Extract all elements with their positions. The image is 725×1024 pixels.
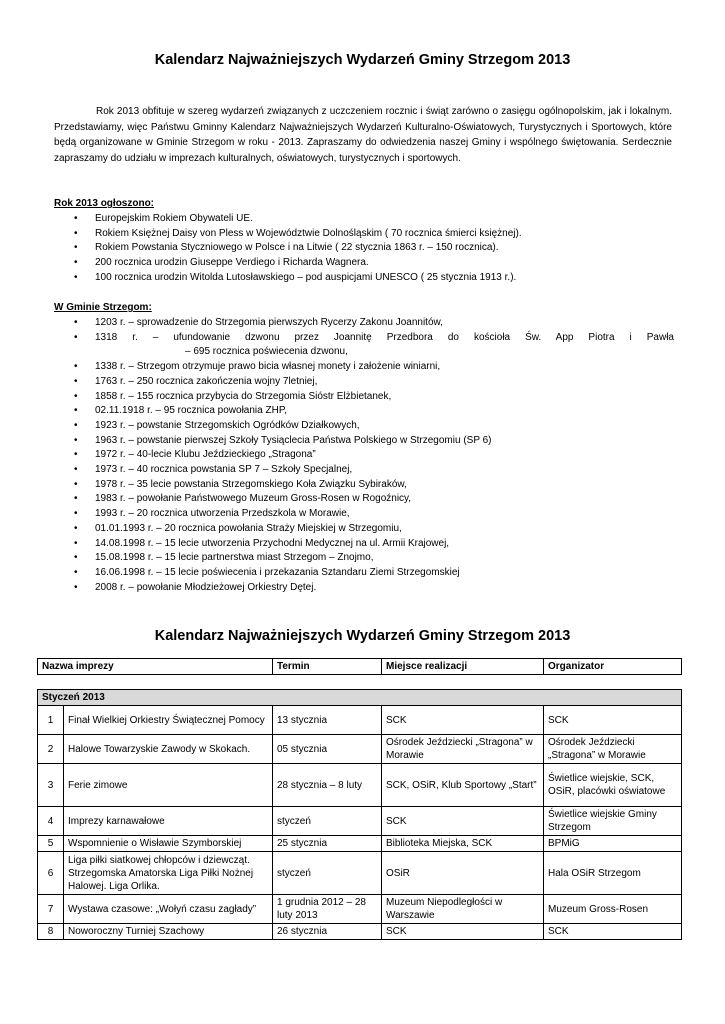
event-date: 13 stycznia [273,706,382,735]
section-heading-year-2013: Rok 2013 ogłoszono: [54,198,155,209]
list-item [54,331,674,360]
event-place: SCK, OSiR, Klub Sportowy „Start” [382,764,544,807]
intro-text: Rok 2013 obfituje w szereg wydarzeń związanych z uczczeniem rocznic i świąt zarówno o zasięgu ogólnopolskim, jak i lokalnym. Przedstawiamy, więc Państwu Gminny Kalendarz Najważniejszych Wydarzeń Kulturalno-Oświatowych, Turystycznych i Sportowych, które będą organizowane w Gminie Strzegom w roku - 2013. Zapraszamy do odwiedzenia naszej Gminy i wspólnego świętowania. Serdecznie zapraszamy do udziału w imprezach kulturalnych, oświatowych, turystycznych i sportowych. [54,106,672,164]
list-item: • 1993 r. – 20 rocznica utworzenia Przedszkola w Morawie, [54,507,674,522]
event-date: styczeń [273,852,382,895]
event-organizer: Świetlice wiejskie Gminy Strzegom [544,807,682,836]
event-organizer: Ośrodek Jeździecki „Stragona” w Morawie [544,735,682,764]
list-item: • 02.11.1918 r. – 95 rocznica powołania ZHP, [54,404,674,419]
table-row [38,895,682,924]
page-title: Kalendarz Najważniejszych Wydarzeń Gminy Strzegom 2013 [154,52,571,68]
event-place: SCK [382,706,544,735]
event-organizer: SCK [544,706,682,735]
event-date: 1 grudnia 2012 – 28 luty 2013 [273,895,382,924]
row-number: 5 [38,836,64,852]
event-name: Noworoczny Turniej Szachowy [64,924,273,940]
list-item: • Europejskim Rokiem Obywateli UE. [54,212,674,227]
row-number: 4 [38,807,64,836]
list-item: • 14.08.1998 r. – 15 lecie utworzenia Przychodni Medycznej na ul. Armii Krajowej, [54,537,674,552]
event-organizer: SCK [544,924,682,940]
row-number: 8 [38,924,64,940]
event-place: Biblioteka Miejska, SCK [382,836,544,852]
list-item: • 15.08.1998 r. – 15 lecie partnerstwa miast Strzegom – Znojmo, [54,551,674,566]
list-item: • 1203 r. – sprowadzenie do Strzegomia pierwszych Rycerzy Zakonu Joannitów, [54,316,674,331]
list-item: • 1963 r. – powstanie pierwszej Szkoły Tysiąclecia Państwa Polskiego w Strzegomiu (SP 6) [54,434,674,449]
event-place: Muzeum Niepodległości w Warszawie [382,895,544,924]
table-row [38,706,682,735]
event-place: OSiR [382,852,544,895]
list-item-line1: 1318 r. – ufundowanie dzwonu przez Joannitę Przedbora do kościoła Św. App Piotra i Pawła [95,331,674,343]
event-date: 05 stycznia [273,735,382,764]
gmina-events-list [54,316,674,595]
row-number: 3 [38,764,64,807]
list-item: • 100 rocznica urodzin Witolda Lutosławskiego – pod auspicjami UNESCO ( 25 stycznia 1913 r.). [54,271,674,286]
event-organizer: BPMiG [544,836,682,852]
event-date: 28 stycznia – 8 luty [273,764,382,807]
calendar-events-table [37,689,682,940]
event-date: 26 stycznia [273,924,382,940]
header-row [38,659,682,675]
list-item: • 1763 r. – 250 rocznica zakończenia wojny 7letniej, [54,375,674,390]
month-heading: Styczeń 2013 [38,690,682,706]
column-header-place: Miejsce realizacji [382,659,544,675]
event-organizer: Hala OSiR Strzegom [544,852,682,895]
event-name: Ferie zimowe [64,764,273,807]
calendar-header-table [37,658,682,675]
list-item-line2: – 695 rocznica poświecenia dzwonu, [185,346,348,358]
list-item: • 2008 r. – powołanie Młodzieżowej Orkiestry Dętej. [54,581,674,596]
list-item: • 1858 r. – 155 rocznica przybycia do Strzegomia Sióstr Elżbietanek, [54,390,674,405]
list-item: • 1923 r. – powstanie Strzegomskich Ogródków Działkowych, [54,419,674,434]
row-number: 1 [38,706,64,735]
section-heading-gmina: W Gminie Strzegom: [54,302,152,313]
event-name: Imprezy karnawałowe [64,807,273,836]
intro-paragraph [54,104,672,166]
list-item: • 01.01.1993 r. – 20 rocznica powołania Straży Miejskiej w Strzegomiu, [54,522,674,537]
row-number: 7 [38,895,64,924]
month-row [38,690,682,706]
row-number: 2 [38,735,64,764]
event-place: Ośrodek Jeździecki „Stragona” w Morawie [382,735,544,764]
table-row [38,735,682,764]
list-item: • Rokiem Powstania Styczniowego w Polsce i na Litwie ( 22 stycznia 1863 r. – 150 rocznica). [54,241,674,256]
event-place: SCK [382,924,544,940]
event-organizer: Świetlice wiejskie, SCK, OSiR, placówki oświatowe [544,764,682,807]
column-header-organizer: Organizator [544,659,682,675]
table-row [38,764,682,807]
table-row [38,836,682,852]
list-item: • 200 rocznica urodzin Giuseppe Verdiego i Richarda Wagnera. [54,256,674,271]
table-row [38,807,682,836]
list-item: • 1972 r. – 40-lecie Klubu Jeździeckiego „Stragona” [54,448,674,463]
event-name: Wystawa czasowe: „Wołyń czasu zagłady” [64,895,273,924]
list-item: • Rokiem Księżnej Daisy von Pless w Województwie Dolnośląskim ( 70 rocznica śmierci księżnej). [54,227,674,242]
event-date: 25 stycznia [273,836,382,852]
table-row [38,924,682,940]
list-item: • 1983 r. – powołanie Państwowego Muzeum Gross-Rosen w Rogoźnicy, [54,492,674,507]
list-item: • 1338 r. – Strzegom otrzymuje prawo bicia własnej monety i założenie winiarni, [54,360,674,375]
row-number: 6 [38,852,64,895]
event-date: styczeń [273,807,382,836]
column-header-date: Termin [273,659,382,675]
event-name: Halowe Towarzyskie Zawody w Skokach. [64,735,273,764]
list-item: • 16.06.1998 r. – 15 lecie poświecenia i przekazania Sztandaru Ziemi Strzegomskiej [54,566,674,581]
event-name: Liga piłki siatkowej chłopców i dziewcząt. Strzegomska Amatorska Liga Piłki Nożnej Halowej. Liga Orlika. [64,852,273,895]
event-name: Wspomnienie o Wisławie Szymborskiej [64,836,273,852]
column-header-name: Nazwa imprezy [38,659,273,675]
year-2013-list [54,212,674,286]
calendar-title: Kalendarz Najważniejszych Wydarzeń Gminy Strzegom 2013 [154,628,571,644]
event-place: SCK [382,807,544,836]
event-organizer: Muzeum Gross-Rosen [544,895,682,924]
table-row [38,852,682,895]
list-item: • 1973 r. – 40 rocznica powstania SP 7 – Szkoły Specjalnej, [54,463,674,478]
event-name: Finał Wielkiej Orkiestry Świątecznej Pomocy [64,706,273,735]
list-item: • 1978 r. – 35 lecie powstania Strzegomskiego Koła Związku Sybiraków, [54,478,674,493]
